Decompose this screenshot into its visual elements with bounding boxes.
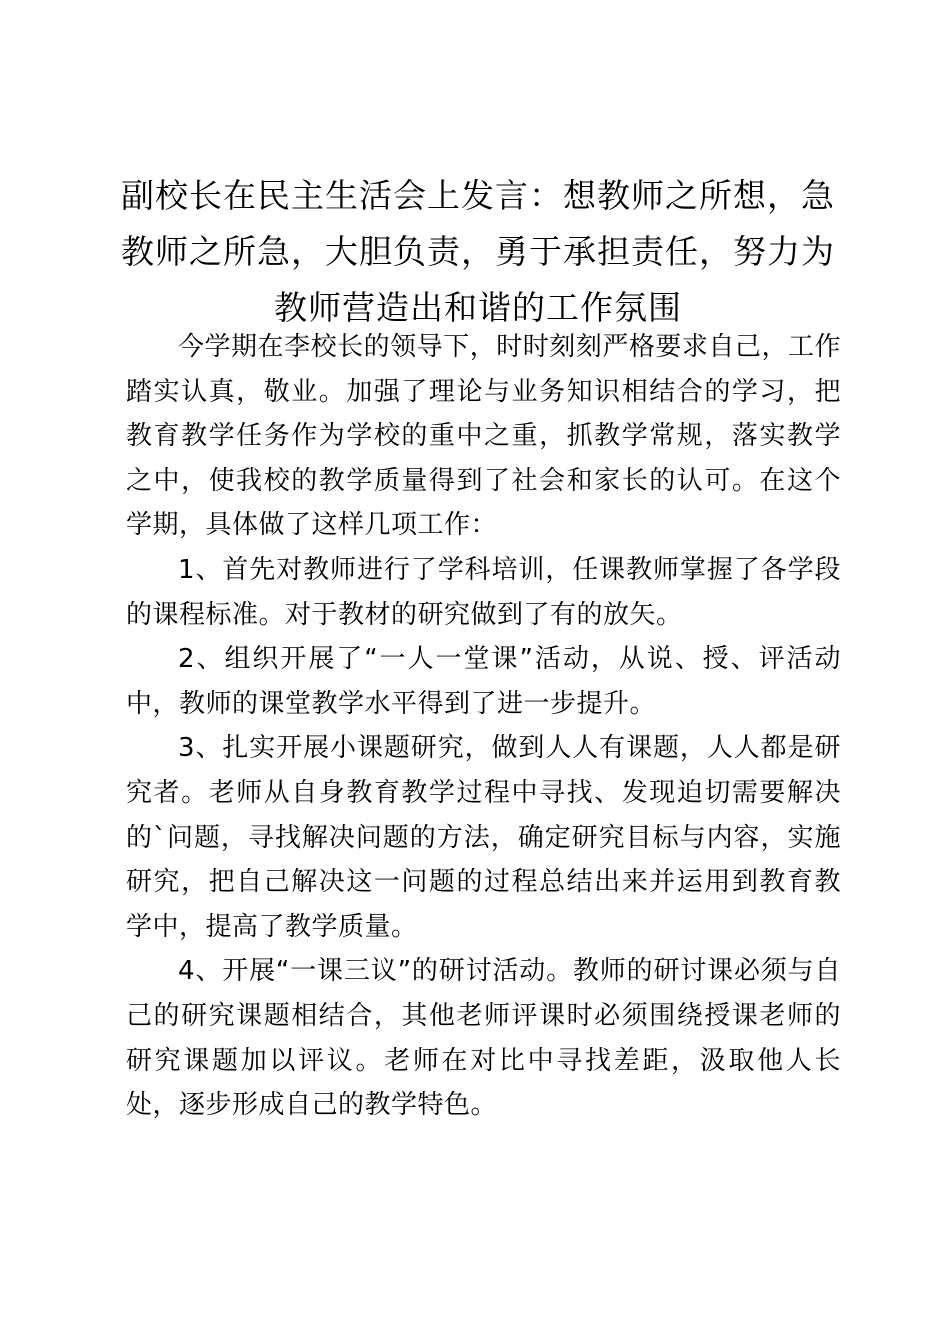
document-title: 副校长在民主生活会上发言：想教师之所想，急教师之所急，大胆负责，勇于承担责任，努力为教师营造出和谐的工作氛围 — [121, 176, 835, 327]
paragraph-intro: 今学期在李校长的领导下，时时刻刻严格要求自己，工作踏实认真，敬业。加强了理论与业务知识相结合的学习，把教育教学任务作为学校的重中之重，抓教学常规，落实教学之中，使我校的教学质量得到了社会和家长的认可。在这个学期，具体做了这样几项工作： — [126, 332, 841, 541]
paragraph-item-2: 2、组织开展了“一人一堂课”活动，从说、授、评活动中，教师的课堂教学水平得到了进一步提升。 — [126, 644, 841, 719]
paragraph-item-4: 4、开展“一课三议”的研讨活动。教师的研讨课必须与自己的研究课题相结合，其他老师评课时必须围绕授课老师的研究课题加以评议。老师在对比中寻找差距，汲取他人长处，逐步形成自己的教学特色。 — [126, 956, 841, 1121]
paragraph-item-1: 1、首先对教师进行了学科培训，任课教师掌握了各学段的课程标准。对于教材的研究做到了有的放矢。 — [126, 554, 841, 630]
paragraph-item-3: 3、扎实开展小课题研究，做到人人有课题，人人都是研究者。老师从自身教育教学过程中寻找、发现迫切需要解决的`问题，寻找解决问题的方法，确定研究目标与内容，实施研究，把自己解决这一问题的过程总结出来并运用到教育教学中，提高了教学质量。 — [126, 733, 841, 942]
document-body — [126, 325, 841, 1128]
